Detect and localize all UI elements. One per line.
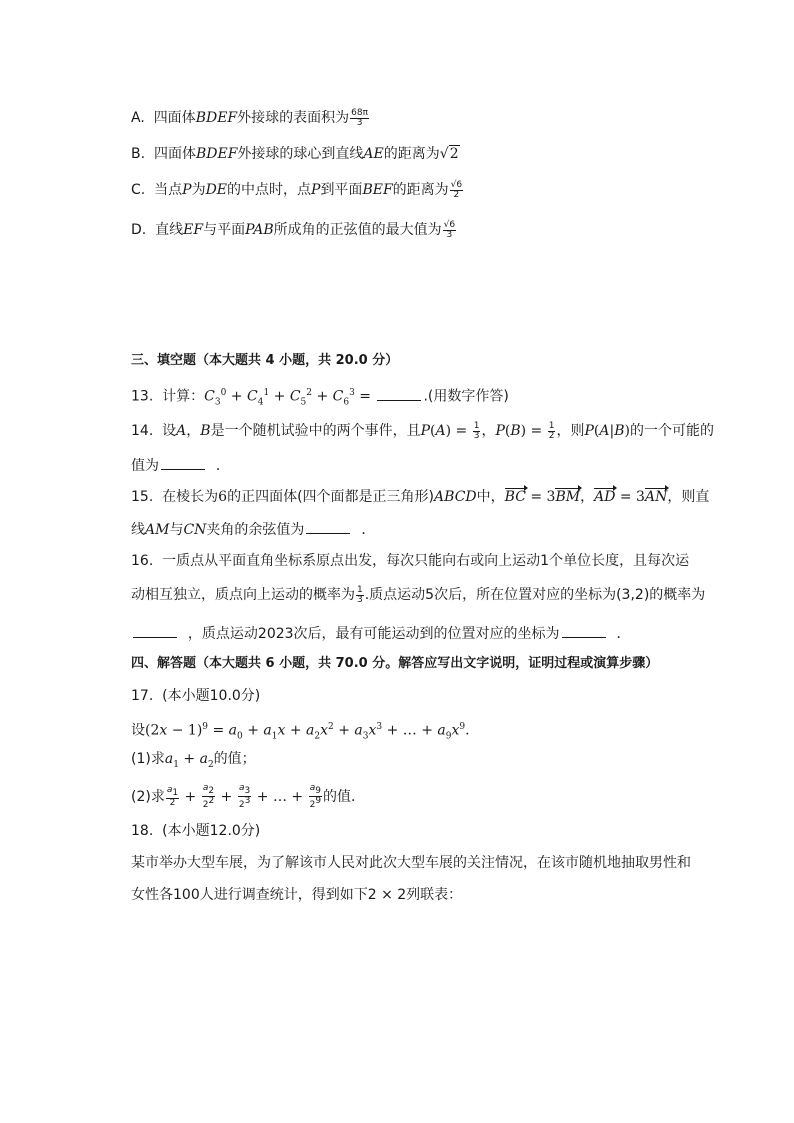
option-a: A. 四面体BDEF外接球的表面积为 $\frac{68\pi}{3}$ [131,107,369,128]
sqrt: √2 [439,146,459,162]
question-18-line1: 某市举办大型车展，为了解该市人民对此次大型车展的关注情况，在该市随机地抽取男性和 [131,855,691,871]
fraction: $\frac{√6}{3}$ [443,219,456,240]
question-14: 14. 设A，B是一个随机试验中的两个事件，且P(A) = $\frac{1}{3}$ ，P(B) = $\frac{1}{2}$ ，则P(A|B)的一个可能的 [131,420,714,441]
answer-blank[interactable] [562,623,606,638]
question-17-part1: (1)求$a_1 + a_2$的值； [131,751,256,770]
question-16: 16. 一质点从平面直角坐标系原点出发，每次只能向右或向上运动1个单位长度，且每次运 [131,553,690,569]
question-15-line2: 线AM与CN夹角的余弦值为 ． [131,519,375,540]
question-17-header: 17. (本小题10.0分) [131,688,261,704]
option-c: C. 当点P为DE的中点时，点P到平面BEF的距离为 $\frac{√6}{2}$ [131,179,463,200]
option-d: D. 直线EF与平面PAB所成角的正弦值的最大值为 $\frac{√6}{3}$ [131,219,456,240]
fraction: $\frac{68\pi}{3}$ [351,107,369,128]
section-title-answers: 四、解答题（本大题共 6 小题，共 70.0 分。解答应写出文字说明，证明过程或演算步骤） [131,656,659,671]
question-14-line2: 值为 ． [131,455,230,476]
question-17-expansion: 设$(2x - 1)^9 = a_0 + a_1x + a_2x^2 + a_3x^3$ + … + $a_9x^9$. [131,722,470,742]
question-18-line2: 女性各100人进行调查统计，得到如下2 × 2列联表： [131,887,463,903]
option-b: B. 四面体BDEF外接球的球心到直线AE的距离为√2 [131,146,459,162]
question-16-line3: ，质点运动2023次后，最有可能运动到的位置对应的坐标为 ． [131,623,630,644]
question-17-part2: (2)求 $\frac{a_1}{2}$ + $\frac{a_2}{2^2}$ + $\frac{a_3}{2^3}$ + … + $\frac{a_9}{2^9}$ 的值． [131,783,366,810]
question-18-header: 18. (本小题12.0分) [131,823,261,839]
answer-blank[interactable] [377,386,421,401]
answer-blank[interactable] [161,455,205,470]
question-16-line2: 动相互独立，质点向上运动的概率为 $\frac{1}{3}$ .质点运动5次后，所在位置对应的坐标为(3,2)的概率为 [131,584,706,605]
fraction: $\frac{√6}{2}$ [450,179,463,200]
answer-blank[interactable] [133,623,177,638]
section-title-fill-in: 三、填空题（本大题共 4 小题，共 20.0 分） [131,353,399,368]
answer-blank[interactable] [306,519,350,534]
question-15: 15. 在棱长为6的正四面体(四个面都是正三角形)ABCD中，BC = 3BM，AD = 3AN，则直 [131,489,710,505]
question-13: 13. 计算：$C_3^0 + C_4^1 + C_5^2 + C_6^3$ = .(用数字作答) [131,383,509,412]
